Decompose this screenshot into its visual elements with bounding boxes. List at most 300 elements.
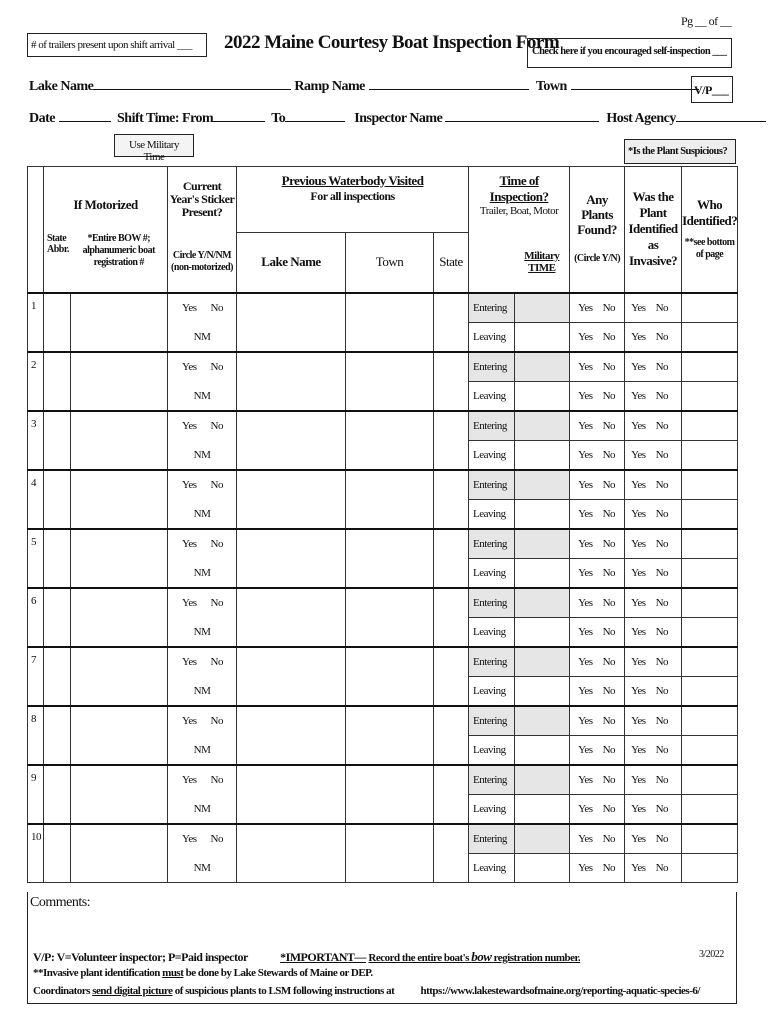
sticker-cell[interactable] (168, 647, 237, 677)
state-abbr-cell[interactable] (44, 352, 71, 411)
sticker-cell[interactable] (168, 588, 237, 618)
shift-to-field[interactable] (285, 108, 345, 122)
table-row (28, 293, 738, 323)
who-identified-entering[interactable] (682, 824, 738, 854)
plants-found-yes[interactable]: Yes (578, 301, 593, 314)
who-identified-entering[interactable] (682, 411, 738, 441)
plants-found-no[interactable]: No (602, 862, 616, 874)
trailers-count-field[interactable]: # of trailers present upon shift arrival ___ (27, 33, 207, 57)
invasive-entering[interactable] (625, 352, 682, 382)
entering-time-cell[interactable] (515, 470, 570, 500)
plants-found-yes[interactable]: Yes (578, 360, 593, 373)
who-identified-leaving[interactable] (682, 500, 738, 529)
state-abbr-cell[interactable] (44, 765, 71, 824)
invasive-yes[interactable]: Yes (631, 832, 646, 845)
prev-town-cell[interactable] (346, 647, 434, 706)
sticker-yes[interactable]: Yes (182, 538, 197, 550)
leaving-time-cell[interactable] (515, 736, 570, 765)
plants-found-entering[interactable] (570, 411, 625, 441)
invasive-yes[interactable]: Yes (631, 330, 646, 343)
plants-found-no[interactable]: No (602, 596, 616, 609)
sticker-nm[interactable]: NM (168, 854, 237, 883)
sticker-cell[interactable] (168, 529, 237, 559)
sticker-nm[interactable]: NM (168, 323, 237, 352)
lake-name-column-header: Lake Name (237, 233, 346, 293)
prev-town-cell[interactable] (346, 470, 434, 529)
sticker-nm[interactable]: NM (168, 677, 237, 706)
row-number-header (28, 167, 44, 293)
plants-found-no[interactable]: No (602, 714, 616, 727)
prev-lake-cell[interactable] (237, 765, 346, 824)
plants-found-leaving[interactable] (570, 559, 625, 588)
plants-found-yes[interactable]: Yes (578, 714, 593, 727)
invasive-no[interactable]: No (655, 360, 669, 373)
bow-number-cell[interactable] (71, 706, 168, 765)
invasive-no[interactable]: No (655, 655, 669, 668)
sticker-cell[interactable] (168, 765, 237, 795)
state-abbr-cell[interactable] (44, 824, 71, 883)
invasive-yes[interactable]: Yes (631, 714, 646, 727)
invasive-no[interactable]: No (655, 389, 669, 402)
invasive-leaving[interactable] (625, 559, 682, 588)
prev-state-cell[interactable] (434, 470, 469, 529)
sticker-cell[interactable] (168, 293, 237, 323)
leaving-time-cell[interactable] (515, 323, 570, 352)
plants-found-yes[interactable]: Yes (578, 832, 593, 845)
plants-found-yes[interactable]: Yes (578, 773, 593, 786)
plants-found-leaving[interactable] (570, 795, 625, 824)
invasive-yes[interactable]: Yes (631, 596, 646, 609)
invasive-no[interactable]: No (655, 566, 669, 579)
sticker-yes[interactable]: Yes (182, 715, 197, 727)
invasive-yes[interactable]: Yes (631, 625, 646, 638)
inspector-name-field[interactable] (445, 108, 599, 122)
state-abbr-cell[interactable] (44, 529, 71, 588)
plants-found-yes[interactable]: Yes (578, 330, 593, 343)
plants-found-no[interactable]: No (602, 360, 616, 373)
date-shift-row (29, 108, 766, 127)
invasive-no[interactable]: No (655, 832, 669, 845)
sticker-cell[interactable] (168, 411, 237, 441)
who-identified-entering[interactable] (682, 588, 738, 618)
plants-found-yes[interactable]: Yes (578, 862, 593, 874)
plants-found-entering[interactable] (570, 706, 625, 736)
plants-found-no[interactable]: No (602, 625, 616, 638)
entering-time-cell[interactable] (515, 706, 570, 736)
entering-time-cell[interactable] (515, 765, 570, 795)
plants-found-no[interactable]: No (602, 566, 616, 579)
entering-time-cell[interactable] (515, 588, 570, 618)
plants-found-entering[interactable] (570, 588, 625, 618)
who-identified-leaving[interactable] (682, 736, 738, 765)
invasive-entering[interactable] (625, 470, 682, 500)
plants-found-yes[interactable]: Yes (578, 507, 593, 520)
sticker-no[interactable]: No (210, 833, 223, 845)
invasive-yes[interactable]: Yes (631, 301, 646, 314)
who-identified-leaving[interactable] (682, 323, 738, 352)
date-field[interactable] (59, 108, 111, 122)
invasive-yes[interactable]: Yes (631, 389, 646, 402)
who-identified-entering[interactable] (682, 647, 738, 677)
plants-found-leaving[interactable] (570, 677, 625, 706)
sticker-no[interactable]: No (210, 361, 223, 373)
invasive-no[interactable]: No (655, 714, 669, 727)
sticker-no[interactable]: No (210, 420, 223, 432)
state-abbr-cell[interactable] (44, 588, 71, 647)
sticker-yes[interactable]: Yes (182, 833, 197, 845)
plants-found-yes[interactable]: Yes (578, 743, 593, 756)
prev-lake-cell[interactable] (237, 470, 346, 529)
prev-town-cell[interactable] (346, 824, 434, 883)
plants-found-no[interactable]: No (602, 537, 616, 550)
host-agency-field[interactable] (676, 108, 766, 122)
plants-found-yes[interactable]: Yes (578, 625, 593, 638)
leaving-label: Leaving (469, 736, 515, 765)
prev-lake-cell[interactable] (237, 647, 346, 706)
plants-found-yes[interactable]: Yes (578, 389, 593, 402)
table-row (28, 352, 738, 382)
invasive-no[interactable]: No (655, 301, 669, 314)
time-blank-header (469, 233, 515, 293)
invasive-yes[interactable]: Yes (631, 773, 646, 786)
invasive-no[interactable]: No (655, 419, 669, 432)
plants-found-circle: (Circle Y/N) (574, 253, 621, 265)
plants-found-no[interactable]: No (602, 419, 616, 432)
invasive-no[interactable]: No (655, 773, 669, 786)
invasive-yes[interactable]: Yes (631, 862, 646, 874)
plants-found-no[interactable]: No (602, 655, 616, 668)
bow-number-cell[interactable] (71, 529, 168, 588)
sticker-yes[interactable]: Yes (182, 479, 197, 491)
who-identified-entering[interactable] (682, 470, 738, 500)
plants-found-no[interactable]: No (602, 330, 616, 343)
row-number: 8 (28, 706, 44, 765)
entering-label: Entering (469, 293, 515, 323)
who-identified-leaving[interactable] (682, 382, 738, 411)
state-abbr-cell[interactable] (44, 470, 71, 529)
invasive-entering[interactable] (625, 293, 682, 323)
prev-town-cell[interactable] (346, 765, 434, 824)
plants-found-yes[interactable]: Yes (578, 802, 593, 815)
plants-found-entering[interactable] (570, 647, 625, 677)
plants-found-yes[interactable]: Yes (578, 448, 593, 461)
sticker-nm[interactable]: NM (168, 441, 237, 470)
entering-time-cell[interactable] (515, 824, 570, 854)
invasive-yes[interactable]: Yes (631, 507, 646, 520)
leaving-time-cell[interactable] (515, 500, 570, 529)
bow-number-cell[interactable] (71, 293, 168, 352)
shift-time-label: Shift Time: From (117, 111, 214, 126)
state-abbr-cell[interactable] (44, 706, 71, 765)
entering-label: Entering (469, 352, 515, 382)
leaving-time-cell[interactable] (515, 677, 570, 706)
sticker-circle-header: Circle Y/N/NM (non-motorized) (168, 233, 237, 293)
prev-state-cell[interactable] (434, 411, 469, 470)
invasive-note-a: **Invasive plant identification (33, 967, 160, 979)
sticker-cell[interactable] (168, 824, 237, 854)
invasive-yes[interactable]: Yes (631, 419, 646, 432)
leaving-time-cell[interactable] (515, 854, 570, 883)
invasive-entering[interactable] (625, 647, 682, 677)
plants-found-entering[interactable] (570, 824, 625, 854)
plants-found-yes[interactable]: Yes (578, 655, 593, 668)
bow-number-cell[interactable] (71, 824, 168, 883)
prev-state-cell[interactable] (434, 293, 469, 352)
sticker-no[interactable]: No (210, 302, 223, 314)
entering-time-cell[interactable] (515, 411, 570, 441)
sticker-nm[interactable]: NM (168, 618, 237, 647)
state-abbr-cell[interactable] (44, 647, 71, 706)
self-inspection-checkbox[interactable]: Check here if you encouraged self-inspection ___ (527, 38, 732, 68)
table-row (28, 706, 738, 736)
invasive-leaving[interactable] (625, 382, 682, 411)
prev-town-cell[interactable] (346, 529, 434, 588)
invasive-no[interactable]: No (655, 596, 669, 609)
sticker-cell[interactable] (168, 706, 237, 736)
sticker-no[interactable]: No (210, 774, 223, 786)
military-time-button[interactable]: Use Military Time (114, 134, 194, 157)
ramp-name-field[interactable] (369, 76, 529, 90)
who-identified-leaving[interactable] (682, 618, 738, 647)
invasive-leaving[interactable] (625, 500, 682, 529)
invasive-entering[interactable] (625, 765, 682, 795)
plants-found-yes[interactable]: Yes (578, 684, 593, 697)
invasive-entering[interactable] (625, 706, 682, 736)
plants-found-leaving[interactable] (570, 618, 625, 647)
previous-waterbody-subtitle: For all inspections (310, 189, 395, 203)
leaving-time-cell[interactable] (515, 441, 570, 470)
shift-from-field[interactable] (213, 108, 265, 122)
prev-lake-cell[interactable] (237, 529, 346, 588)
prev-town-cell[interactable] (346, 411, 434, 470)
leaving-label: Leaving (469, 500, 515, 529)
sticker-header: Current Year's Sticker Present? (168, 167, 237, 233)
entering-label: Entering (469, 529, 515, 559)
entering-time-cell[interactable] (515, 529, 570, 559)
prev-state-cell[interactable] (434, 824, 469, 883)
plants-found-leaving[interactable] (570, 441, 625, 470)
prev-state-cell[interactable] (434, 352, 469, 411)
sticker-nm[interactable]: NM (168, 736, 237, 765)
plants-found-yes[interactable]: Yes (578, 566, 593, 579)
sticker-no[interactable]: No (210, 597, 223, 609)
entering-label: Entering (469, 588, 515, 618)
prev-lake-cell[interactable] (237, 293, 346, 352)
bow-number-cell[interactable] (71, 647, 168, 706)
plants-found-no[interactable]: No (602, 684, 616, 697)
plants-found-yes[interactable]: Yes (578, 537, 593, 550)
prev-town-cell[interactable] (346, 293, 434, 352)
prev-town-cell[interactable] (346, 588, 434, 647)
who-identified-leaving[interactable] (682, 559, 738, 588)
leaving-label: Leaving (469, 382, 515, 411)
prev-state-cell[interactable] (434, 529, 469, 588)
prev-state-cell[interactable] (434, 765, 469, 824)
sticker-cell[interactable] (168, 470, 237, 500)
prev-town-cell[interactable] (346, 352, 434, 411)
invasive-leaving[interactable] (625, 441, 682, 470)
prev-town-cell[interactable] (346, 706, 434, 765)
sticker-yes[interactable]: Yes (182, 420, 197, 432)
entering-time-cell[interactable] (515, 647, 570, 677)
inspection-table (27, 166, 738, 883)
plants-found-leaving[interactable] (570, 854, 625, 883)
plants-found-no[interactable]: No (602, 773, 616, 786)
table-row (28, 529, 738, 559)
who-identified-leaving[interactable] (682, 677, 738, 706)
leaving-time-cell[interactable] (515, 382, 570, 411)
plants-found-no[interactable]: No (602, 832, 616, 845)
plants-found-no[interactable]: No (602, 802, 616, 815)
who-identified-leaving[interactable] (682, 795, 738, 824)
invasive-no[interactable]: No (655, 537, 669, 550)
prev-state-cell[interactable] (434, 647, 469, 706)
entering-label: Entering (469, 706, 515, 736)
sticker-yes[interactable]: Yes (182, 774, 197, 786)
invasive-no[interactable]: No (655, 448, 669, 461)
invasive-no[interactable]: No (655, 743, 669, 756)
prev-lake-cell[interactable] (237, 824, 346, 883)
sticker-nm[interactable]: NM (168, 382, 237, 411)
plants-found-no[interactable]: No (602, 507, 616, 520)
invasive-no[interactable]: No (655, 802, 669, 815)
bow-number-cell[interactable] (71, 588, 168, 647)
sticker-yes[interactable]: Yes (182, 597, 197, 609)
reporting-url-link[interactable]: https://www.lakestewardsofmaine.org/reporting-aquatic-species-6/ (420, 985, 700, 997)
invasive-leaving[interactable] (625, 795, 682, 824)
invasive-no[interactable]: No (655, 625, 669, 638)
prev-lake-cell[interactable] (237, 706, 346, 765)
plants-found-entering[interactable] (570, 470, 625, 500)
invasive-no[interactable]: No (655, 330, 669, 343)
invasive-yes[interactable]: Yes (631, 360, 646, 373)
invasive-yes[interactable]: Yes (631, 478, 646, 491)
sticker-no[interactable]: No (210, 479, 223, 491)
invasive-entering[interactable] (625, 824, 682, 854)
invasive-no[interactable]: No (655, 507, 669, 520)
sticker-nm[interactable]: NM (168, 500, 237, 529)
lake-name-label: Lake Name (29, 79, 94, 94)
town-column-header: Town (346, 233, 434, 293)
state-abbr-cell[interactable] (44, 411, 71, 470)
invasive-entering[interactable] (625, 588, 682, 618)
sticker-yes[interactable]: Yes (182, 656, 197, 668)
sticker-no[interactable]: No (210, 656, 223, 668)
invasive-leaving[interactable] (625, 854, 682, 883)
plants-found-yes[interactable]: Yes (578, 596, 593, 609)
date-label: Date (29, 111, 55, 126)
plants-found-yes[interactable]: Yes (578, 478, 593, 491)
invasive-yes[interactable]: Yes (631, 802, 646, 815)
invasive-yes[interactable]: Yes (631, 537, 646, 550)
plants-found-yes[interactable]: Yes (578, 419, 593, 432)
who-identified-entering[interactable] (682, 352, 738, 382)
plants-found-entering[interactable] (570, 352, 625, 382)
entering-label: Entering (469, 647, 515, 677)
invasive-yes[interactable]: Yes (631, 743, 646, 756)
invasive-no[interactable]: No (655, 478, 669, 491)
plants-found-leaving[interactable] (570, 323, 625, 352)
invasive-leaving[interactable] (625, 618, 682, 647)
to-label: To (271, 111, 286, 126)
entering-time-cell[interactable] (515, 293, 570, 323)
leaving-time-cell[interactable] (515, 559, 570, 588)
vp-legend: V/P: V=Volunteer inspector; P=Paid inspector (33, 950, 248, 964)
town-field[interactable] (571, 76, 699, 90)
sticker-no[interactable]: No (210, 715, 223, 727)
state-abbr-cell[interactable] (44, 293, 71, 352)
form-title: 2022 Maine Courtesy Boat Inspection Form (224, 32, 560, 53)
invasive-entering[interactable] (625, 411, 682, 441)
bow-number-cell[interactable] (71, 352, 168, 411)
sticker-no[interactable]: No (210, 538, 223, 550)
entering-time-cell[interactable] (515, 352, 570, 382)
bow-number-cell[interactable] (71, 470, 168, 529)
who-identified-entering[interactable] (682, 529, 738, 559)
sticker-yes[interactable]: Yes (182, 361, 197, 373)
sticker-nm[interactable]: NM (168, 795, 237, 824)
prev-state-cell[interactable] (434, 706, 469, 765)
who-identified-leaving[interactable] (682, 854, 738, 883)
bow-number-cell[interactable] (71, 765, 168, 824)
prev-lake-cell[interactable] (237, 588, 346, 647)
invasive-yes[interactable]: Yes (631, 448, 646, 461)
leaving-time-cell[interactable] (515, 795, 570, 824)
who-identified-title: Who Identified? (682, 197, 738, 229)
plants-found-leaving[interactable] (570, 382, 625, 411)
plants-found-no[interactable]: No (602, 448, 616, 461)
row-number: 3 (28, 411, 44, 470)
sticker-cell[interactable] (168, 352, 237, 382)
bow-number-cell[interactable] (71, 411, 168, 470)
leaving-time-cell[interactable] (515, 618, 570, 647)
sticker-nm[interactable]: NM (168, 559, 237, 588)
plants-found-no[interactable]: No (602, 389, 616, 402)
prev-lake-cell[interactable] (237, 411, 346, 470)
plants-found-leaving[interactable] (570, 500, 625, 529)
who-identified-leaving[interactable] (682, 441, 738, 470)
invasive-yes[interactable]: Yes (631, 684, 646, 697)
invasive-leaving[interactable] (625, 736, 682, 765)
plants-found-no[interactable]: No (602, 301, 616, 314)
plants-found-entering[interactable] (570, 293, 625, 323)
plants-found-entering[interactable] (570, 529, 625, 559)
invasive-leaving[interactable] (625, 323, 682, 352)
plants-found-no[interactable]: No (602, 478, 616, 491)
plants-found-leaving[interactable] (570, 736, 625, 765)
time-of-inspection-subtitle: Trailer, Boat, Motor (479, 205, 559, 217)
plants-found-no[interactable]: No (602, 743, 616, 756)
prev-lake-cell[interactable] (237, 352, 346, 411)
invasive-no[interactable]: No (655, 684, 669, 697)
who-identified-entering[interactable] (682, 765, 738, 795)
invasive-no[interactable]: No (655, 862, 669, 874)
lake-name-field[interactable] (93, 76, 291, 90)
row-number: 1 (28, 293, 44, 352)
who-identified-entering[interactable] (682, 706, 738, 736)
ramp-name-label: Ramp Name (294, 79, 365, 94)
invasive-yes[interactable]: Yes (631, 566, 646, 579)
who-identified-entering[interactable] (682, 293, 738, 323)
plants-found-entering[interactable] (570, 765, 625, 795)
vp-field[interactable]: V/P___ (691, 76, 733, 103)
invasive-note (33, 967, 373, 979)
sticker-yes[interactable]: Yes (182, 302, 197, 314)
invasive-leaving[interactable] (625, 677, 682, 706)
prev-state-cell[interactable] (434, 588, 469, 647)
invasive-yes[interactable]: Yes (631, 655, 646, 668)
invasive-entering[interactable] (625, 529, 682, 559)
